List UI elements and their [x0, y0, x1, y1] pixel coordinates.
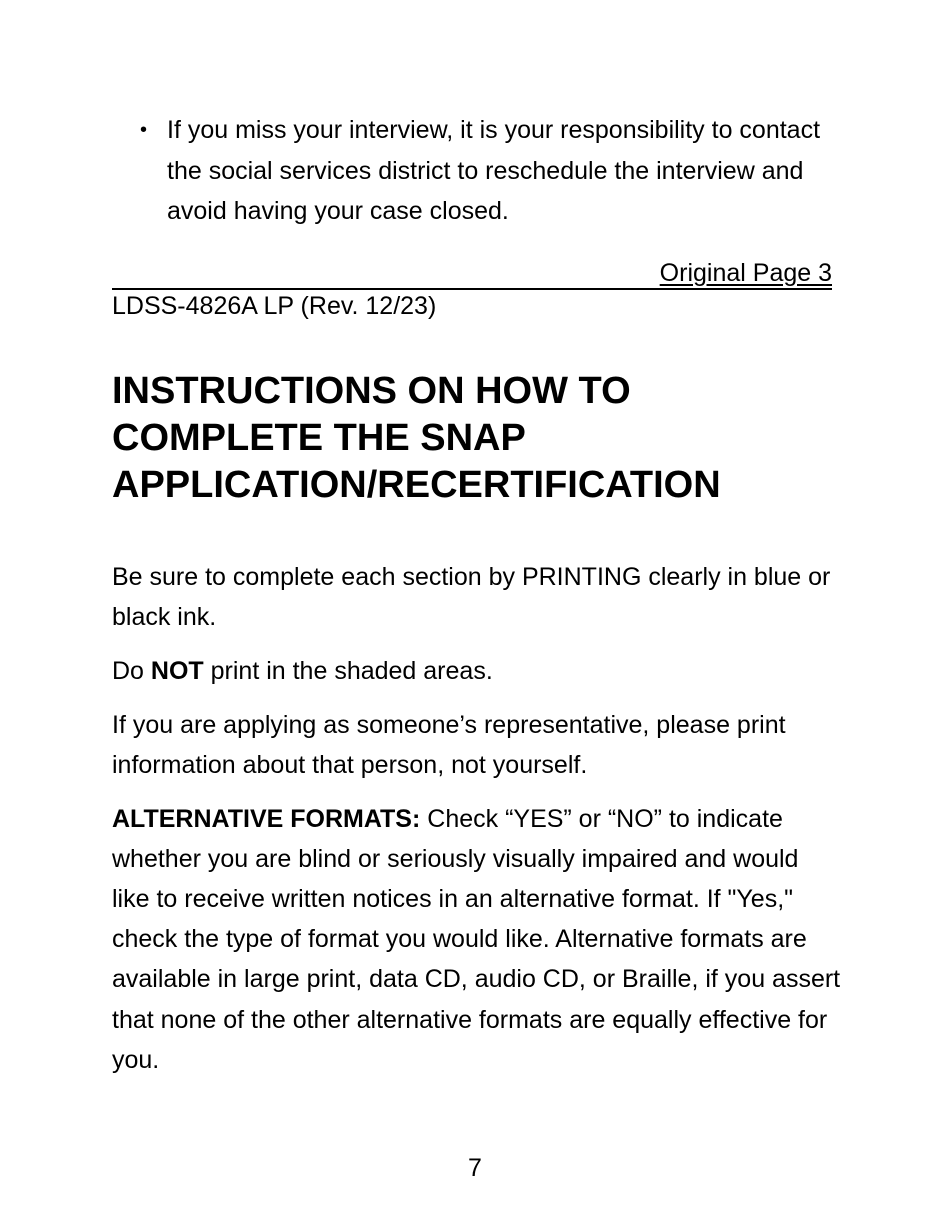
page-number: 7: [468, 1154, 482, 1182]
form-identifier: LDSS-4826A LP (Rev. 12/23): [112, 292, 437, 320]
paragraph-print-clearly: Be sure to complete each section by PRINTING clearly in blue or black ink.: [112, 563, 831, 632]
alternative-formats-heading: ALTERNATIVE FORMATS:: [112, 804, 421, 833]
paragraph-shaded-areas: [112, 651, 842, 691]
interview-bullet: [140, 110, 840, 232]
shaded-text-after: print in the shaded areas.: [203, 656, 493, 685]
paragraph-alternative-formats: [112, 799, 842, 1080]
shaded-text-emphasis: NOT: [150, 656, 204, 685]
page-title: INSTRUCTIONS ON HOW TO COMPLETE THE SNAP APPLICATION/RECERTIFICATION: [112, 370, 721, 506]
bullet-text: If you miss your interview, it is your responsibility to contact the social services district to reschedule the interview and avoid having your case closed.: [167, 116, 821, 225]
shaded-text-before: Do: [112, 656, 151, 685]
paragraph-representative: If you are applying as someone’s representative, please print information about that person, not yourself.: [112, 710, 786, 779]
instructions-body: [112, 557, 842, 1093]
alternative-formats-text: Check “YES” or “NO” to indicate whether you are blind or seriously visually impaired and would like to receive written notices in an alternative format. If "Yes," check the type of format you would like. Alternative formats are available in large print, data CD, audio CD, or Braille, if you assert that none of the other alternative formats are equally effective for you.: [112, 804, 841, 1074]
original-page-label: Original Page 3: [659, 259, 832, 287]
original-page-rule: [112, 258, 832, 290]
bullet-marker: •: [140, 119, 148, 141]
